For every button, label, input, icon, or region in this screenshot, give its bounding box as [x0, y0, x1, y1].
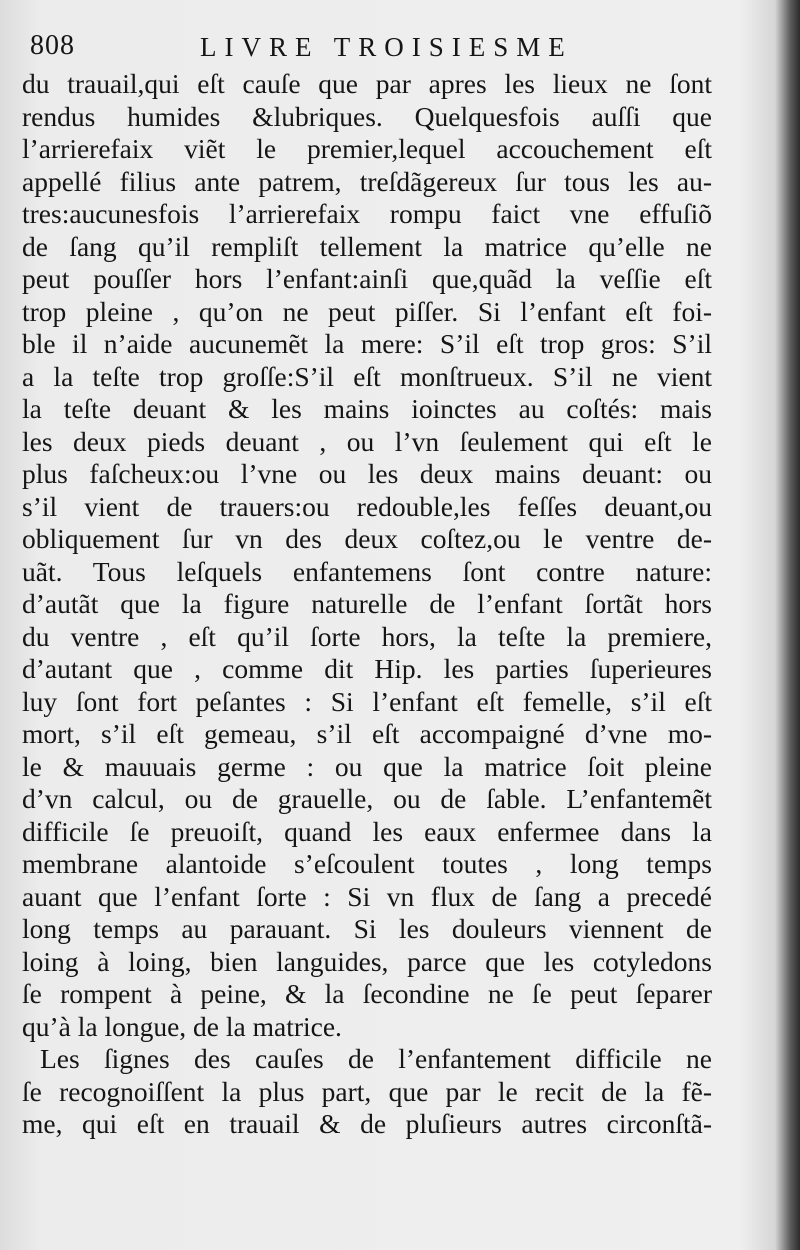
body-text — [22, 68, 712, 1141]
text-line: me, qui eſt en trauail & de pluſieurs autres circonſtã- — [22, 1108, 712, 1139]
text-line: de ſang qu’il rempliſt tellement la matrice qu’elle ne — [22, 230, 712, 262]
text-line: s’il vient de trauers:ou redouble,les feſſes deuant,ou — [22, 490, 712, 522]
text-line: auant que l’enfant ſorte : Si vn flux de ſang a precedé — [22, 880, 712, 912]
text-line: rendus humides &lubriques. Quelquesfois auſſi que — [22, 100, 712, 132]
text-line: du trauail,qui eſt cauſe que par apres les lieux ne ſont — [22, 68, 712, 99]
running-title: LIVRE TROISIESME — [200, 32, 573, 62]
text-line: plus faſcheux:ou l’vne ou les deux mains deuant: ou — [22, 458, 712, 489]
text-line: uãt. Tous leſquels enfantemens ſont contre nature: — [22, 555, 712, 587]
text-line: obliquement ſur vn des deux coſtez,ou le ventre de- — [22, 523, 712, 554]
text-line: ſe recognoiſſent la plus part, que par le recit de la fẽ- — [22, 1075, 712, 1107]
text-line: ſe rompent à peine, & la ſecondine ne ſe peut ſeparer — [22, 978, 712, 1009]
text-line: d’autãt que la figure naturelle de l’enfant ſortãt hors — [22, 588, 712, 619]
text-line: membrane alantoide s’eſcoulent toutes , long temps — [22, 848, 712, 879]
text-line: trop pleine , qu’on ne peut piſſer. Si l’enfant eſt foi- — [22, 295, 712, 327]
text-line: du ventre , eſt qu’il ſorte hors, la teſte la premiere, — [22, 620, 712, 652]
page-number: 808 — [30, 30, 75, 61]
text-line: long temps au parauant. Si les douleurs viennent de — [22, 913, 712, 944]
text-line: a la teſte trop groſſe:S’il eſt monſtrueux. S’il ne vient — [22, 360, 712, 392]
paragraph-start-line: Les ſignes des cauſes de l’enfantement difficile ne — [40, 1043, 712, 1074]
text-line: l’arrierefaix viẽt le premier,lequel accouchement eſt — [22, 133, 712, 164]
text-line: d’vn calcul, ou de grauelle, ou de ſable. L’enfantemẽt — [22, 783, 712, 814]
text-line: difficile ſe preuoiſt, quand les eaux enfermee dans la — [22, 815, 712, 847]
paragraph-end-line: qu’à la longue, de la matrice. — [22, 1010, 342, 1042]
text-line: mort, s’il eſt gemeau, s’il eſt accompaigné d’vne mo- — [22, 718, 712, 749]
text-line: d’autant que , comme dit Hip. les parties ſuperieures — [22, 653, 712, 684]
text-line: tres:aucunesfois l’arrierefaix rompu faict vne effuſiõ — [22, 198, 712, 229]
text-line: ble il n’aide aucunemẽt la mere: S’il eſt trop gros: S’il — [22, 328, 712, 359]
page-header — [30, 30, 730, 70]
text-line: loing à loing, bien languides, parce que les cotyledons — [22, 945, 712, 977]
text-line: le & mauuais germe : ou que la matrice ſoit pleine — [22, 750, 712, 782]
text-line: luy ſont fort peſantes : Si l’enfant eſt femelle, s’il eſt — [22, 685, 712, 717]
text-line: appellé filius ante patrem, treſdãgereux ſur tous les au- — [22, 165, 712, 197]
text-line: les deux pieds deuant , ou l’vn ſeulement qui eſt le — [22, 425, 712, 457]
text-line: la teſte deuant & les mains ioinctes au coſtés: mais — [22, 393, 712, 424]
text-line: peut pouſſer hors l’enfant:ainſi que,quãd la veſſie eſt — [22, 263, 712, 294]
